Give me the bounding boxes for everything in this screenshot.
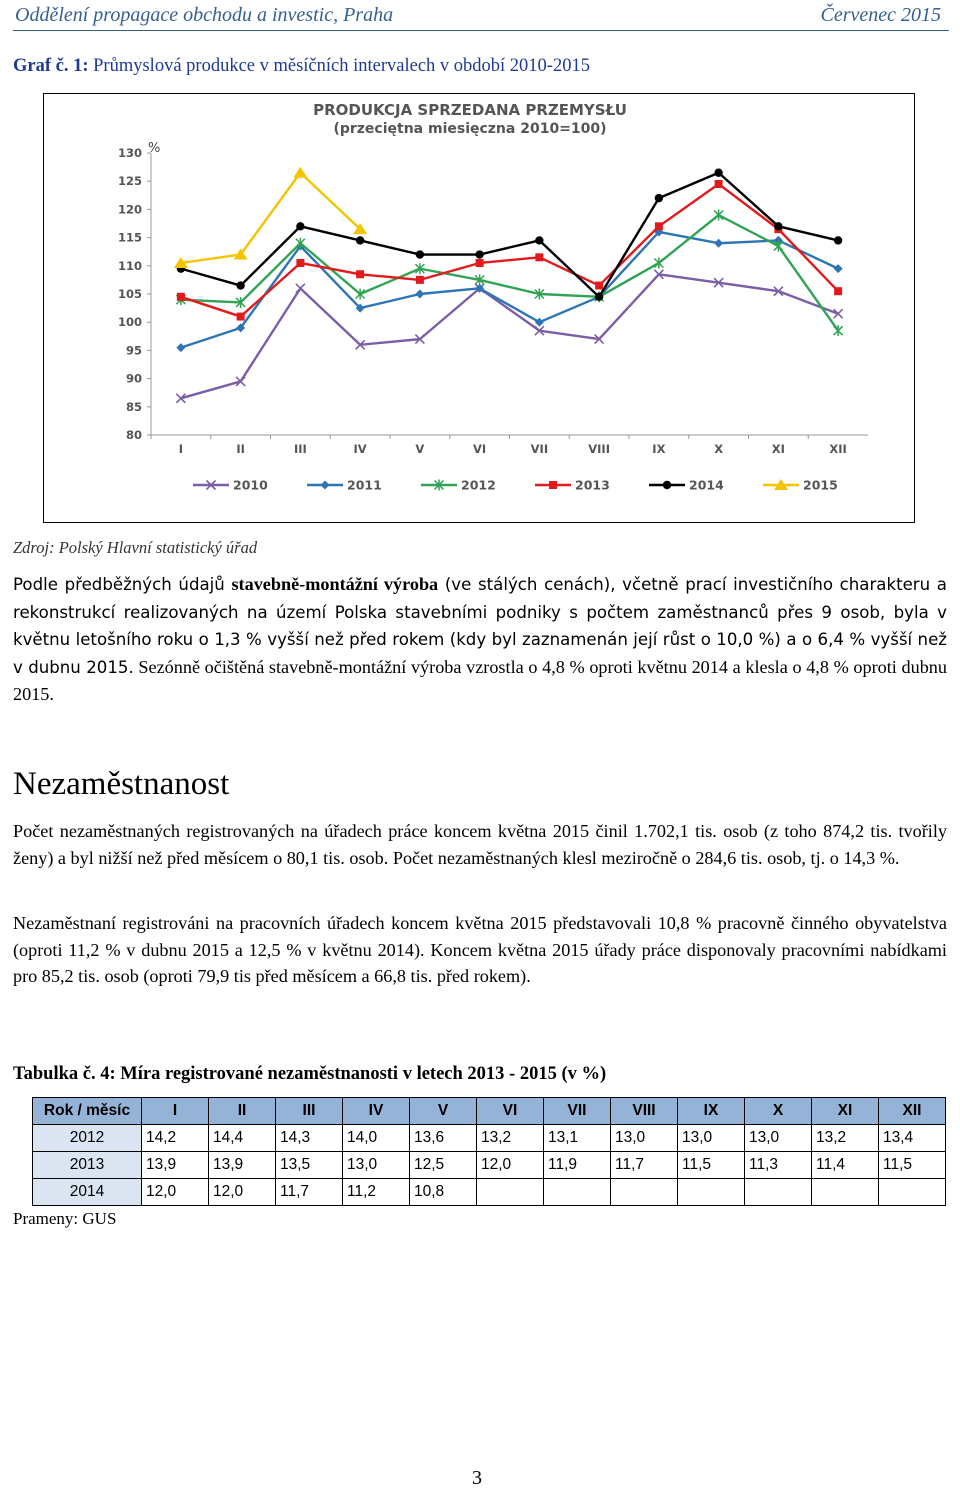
unemployment-table [32, 1097, 946, 1206]
data-point [834, 287, 842, 295]
table-header-cell: VII [544, 1098, 611, 1125]
table-header-cell: III [276, 1098, 343, 1125]
table-cell: 11,4 [812, 1152, 879, 1179]
data-point [296, 259, 304, 267]
data-point [535, 253, 543, 261]
table-cell: 13,0 [611, 1125, 678, 1152]
data-point [237, 313, 245, 321]
table-header-cell: IV [343, 1098, 410, 1125]
table-cell: 11,3 [745, 1152, 812, 1179]
data-point [236, 281, 244, 289]
table-year-cell: 2014 [33, 1179, 142, 1206]
data-point [476, 259, 484, 267]
y-tick-label: 110 [117, 258, 142, 273]
table-cell: 11,9 [544, 1152, 611, 1179]
table-caption: Tabulka č. 4: Míra registrované nezaměstnanosti v letech 2013 - 2015 (v %) [13, 1064, 607, 1084]
x-tick-label: XI [771, 442, 785, 456]
table-cell [745, 1179, 812, 1206]
legend-marker [663, 481, 671, 489]
x-tick-label: I [178, 442, 184, 456]
table-header-cell: II [209, 1098, 276, 1125]
data-point [834, 236, 842, 244]
table-cell: 14,3 [276, 1125, 343, 1152]
table-year-cell: 2013 [33, 1152, 142, 1179]
unemployment-paragraph-1: Počet nezaměstnaných registrovaných na úřadech práce koncem května 2015 činil 1.702,1 tis. osob (z toho 874,2 tis. tvořily ženy) a byl nižší než před měsícem o 80,1 tis. osob. Počet nezaměstnaných klesl meziročně o 284,6 tis. osob, tj. o 14,3 %. [13, 821, 947, 868]
table-header-cell: X [745, 1098, 812, 1125]
figure-caption-prefix: Graf č. 1: [13, 56, 89, 76]
y-tick-label: 95 [125, 343, 142, 358]
data-point [475, 250, 483, 258]
table-cell: 11,5 [879, 1152, 946, 1179]
x-tick-label: IX [652, 442, 666, 456]
data-point [177, 293, 185, 301]
table-header-cell: XI [812, 1098, 879, 1125]
y-unit-label: % [148, 141, 161, 156]
x-tick-label: IV [353, 442, 367, 456]
table-header-cell: V [410, 1098, 477, 1125]
table-cell: 12,0 [142, 1179, 209, 1206]
y-tick-label: 115 [117, 230, 142, 245]
table-header-row [33, 1098, 946, 1125]
table-cell: 11,7 [276, 1179, 343, 1206]
table-cell [477, 1179, 544, 1206]
construction-paragraph [13, 571, 947, 708]
table-cell: 12,5 [410, 1152, 477, 1179]
table-cell: 11,2 [343, 1179, 410, 1206]
y-tick-label: 105 [117, 287, 142, 301]
data-point [655, 194, 663, 202]
table-cell: 14,2 [142, 1125, 209, 1152]
table-row [33, 1152, 946, 1179]
table-header-cell: IX [678, 1098, 745, 1125]
table-cell: 13,5 [276, 1152, 343, 1179]
data-point [416, 276, 424, 284]
data-point [714, 169, 722, 177]
table-cell: 11,7 [611, 1152, 678, 1179]
data-point [356, 236, 364, 244]
chart-subtitle: (przeciętna miesięczna 2010=100) [333, 121, 607, 137]
x-tick-label: II [236, 442, 245, 456]
table-cell: 13,0 [343, 1152, 410, 1179]
data-point [655, 222, 663, 230]
table-cell: 11,5 [678, 1152, 745, 1179]
table-year-cell: 2012 [33, 1125, 142, 1152]
table-row [33, 1179, 946, 1206]
table-cell [544, 1179, 611, 1206]
data-point [595, 293, 603, 301]
legend-label: 2010 [233, 477, 268, 493]
header-date: Červenec 2015 [820, 4, 941, 26]
table-cell: 10,8 [410, 1179, 477, 1206]
paragraph-intro: Podle předběžných údajů [13, 575, 232, 594]
legend-label: 2011 [347, 477, 382, 493]
table-cell [879, 1179, 946, 1206]
legend-marker [549, 481, 557, 489]
y-tick-label: 100 [117, 315, 142, 330]
legend-label: 2014 [689, 477, 724, 493]
legend-label: 2012 [461, 477, 496, 493]
x-tick-label: VI [473, 442, 487, 456]
data-point [595, 282, 603, 290]
table-cell [611, 1179, 678, 1206]
figure-caption-text: Průmyslová produkce v měsíčních intervalech v období 2010-2015 [88, 56, 590, 76]
table-cell: 13,0 [678, 1125, 745, 1152]
x-tick-label: VIII [588, 442, 610, 456]
paragraph-highlight: stavebně-montážní výroba [231, 574, 439, 594]
table-source: Prameny: GUS [13, 1209, 117, 1228]
table-cell [678, 1179, 745, 1206]
industrial-production-chart [43, 93, 915, 523]
paragraph-seasonal: Sezónně očištěná stavebně-montážní výroba vzrostla o 4,8 % oproti květnu 2014 a klesla o 4,8 % oproti dubnu 2015. [13, 656, 947, 705]
figure-caption [13, 56, 590, 77]
table-cell: 12,0 [209, 1179, 276, 1206]
table-header-cell: VI [477, 1098, 544, 1125]
table-cell: 13,1 [544, 1125, 611, 1152]
data-point [416, 250, 424, 258]
table-header-cell: Rok / měsíc [33, 1098, 142, 1125]
table-cell: 13,9 [209, 1152, 276, 1179]
table-row [33, 1125, 946, 1152]
table-cell: 13,6 [410, 1125, 477, 1152]
table-cell: 14,0 [343, 1125, 410, 1152]
table-cell: 13,9 [142, 1152, 209, 1179]
header-department: Oddělení propagace obchodu a investic, Praha [15, 4, 394, 26]
table-header-cell: VIII [611, 1098, 678, 1125]
table-cell: 13,4 [879, 1125, 946, 1152]
table-cell: 14,4 [209, 1125, 276, 1152]
unemployment-paragraph-2: Nezaměstnaní registrováni na pracovních úřadech koncem května 2015 představovali 10,8 % pracovně činného obyvatelstva (oproti 11,2 % v dubnu 2015 a 12,5 % v květnu 2014). Koncem května 2015 úřady práce disponovaly pracovními nabídkami pro 85,2 tis. osob (oproti 79,9 tis před měsícem a 66,8 tis. před rokem). [13, 913, 947, 987]
table-cell: 12,0 [477, 1152, 544, 1179]
data-point [774, 222, 782, 230]
y-tick-label: 90 [125, 371, 142, 386]
table-cell: 13,2 [812, 1125, 879, 1152]
legend-label: 2015 [803, 477, 838, 493]
page-number: 3 [472, 1467, 482, 1489]
y-tick-label: 80 [125, 428, 142, 442]
x-tick-label: V [415, 442, 425, 456]
table-header-cell: XII [879, 1098, 946, 1125]
y-tick-label: 130 [117, 146, 142, 160]
data-point [356, 270, 364, 278]
paragraph-body: (ve stálých cenách), včetně prací investičního charakteru a rekonstrukcí realizovaných na území Polska stavebními podniky s počtem zaměstnanců přes 9 osob, byla v květnu letošního roku o 1,3 % vyšší než před rokem (kdy byl zaznamenán její růst o 10,0 %) a o 6,4 % vyšší než v dubnu 2015. [13, 575, 947, 677]
x-tick-label: III [293, 442, 307, 456]
page-header [13, 2, 949, 31]
y-tick-label: 125 [117, 174, 142, 189]
source-note: Zdroj: Polský Hlavní statistický úřad [13, 538, 258, 557]
table-cell: 13,2 [477, 1125, 544, 1152]
data-point [535, 236, 543, 244]
x-tick-label: VII [530, 442, 549, 456]
data-point [296, 222, 304, 230]
chart-title: PRODUKCJA SPRZEDANA PRZEMYSŁU [313, 101, 627, 119]
x-tick-label: XII [829, 442, 847, 456]
table-cell [812, 1179, 879, 1206]
table-header-cell: I [142, 1098, 209, 1125]
data-point [715, 180, 723, 188]
legend-label: 2013 [575, 477, 610, 493]
section-title: Nezaměstnanost [13, 766, 230, 802]
y-tick-label: 85 [125, 399, 142, 414]
x-tick-label: X [714, 442, 724, 456]
chart-frame [44, 94, 915, 523]
table-cell: 13,0 [745, 1125, 812, 1152]
y-tick-label: 120 [117, 202, 142, 217]
